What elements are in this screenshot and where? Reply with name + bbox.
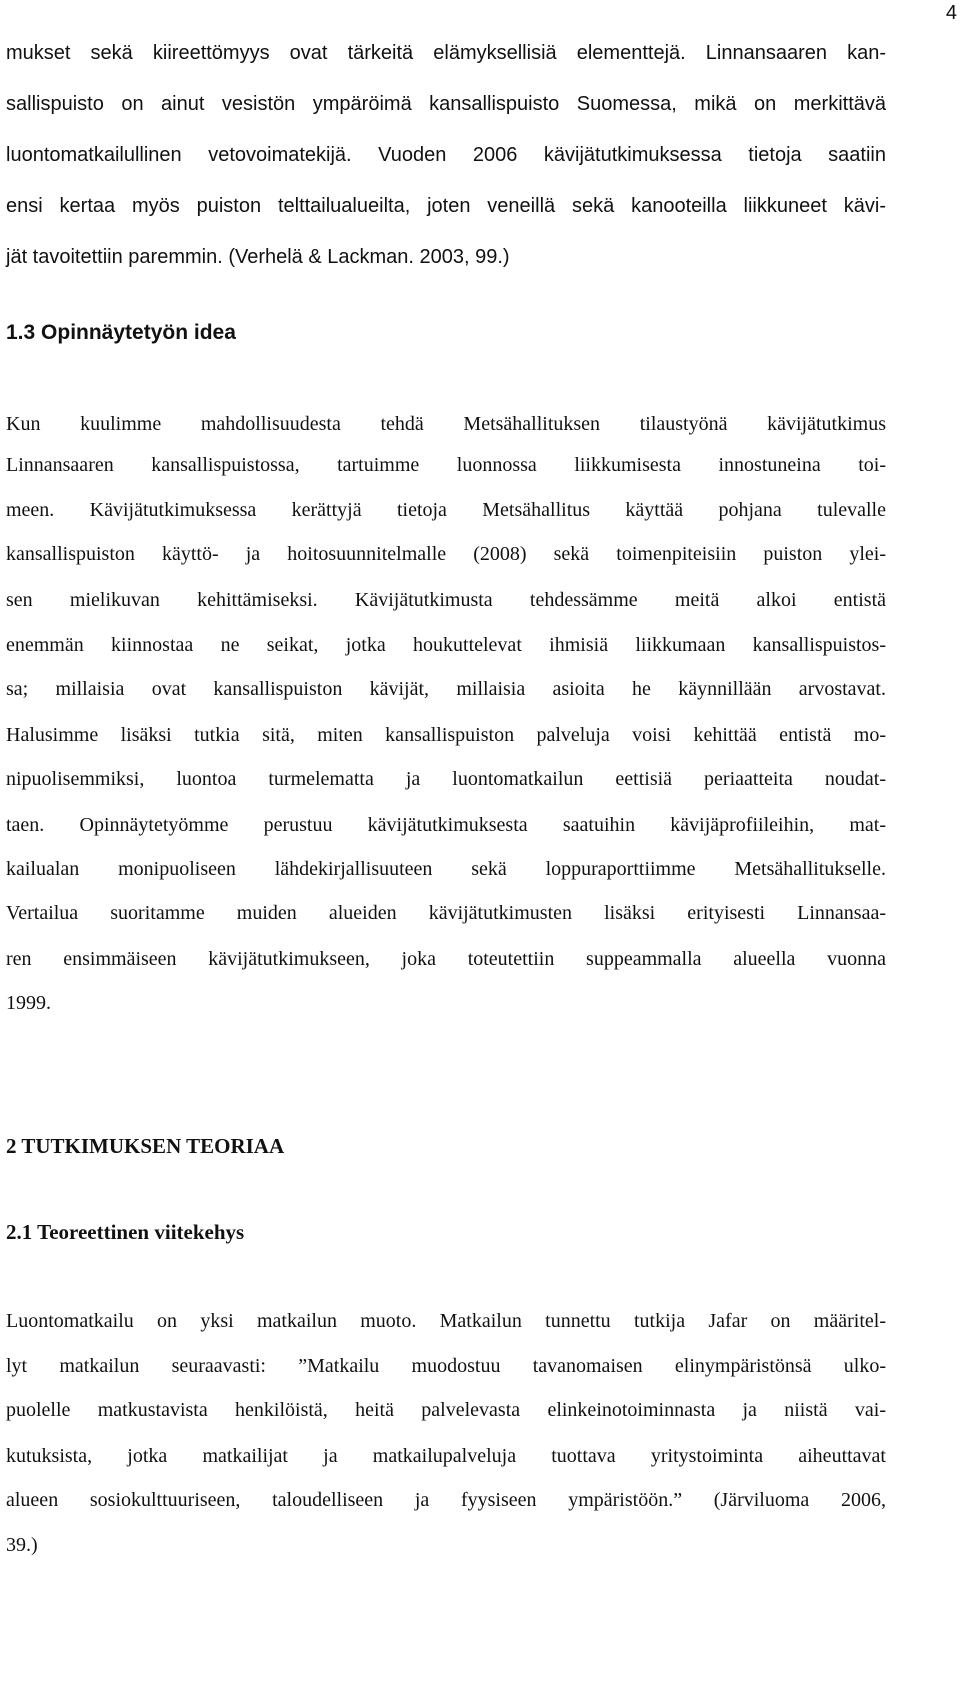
paragraph-1-line: ensi kertaa myös puiston telttailualueilta, joten veneillä sekä kanooteilla liikkuneet kävi- (6, 195, 886, 217)
section-1-3-line: Vertailua suoritamme muiden alueiden kävijätutkimusten lisäksi erityisesti Linnansaa- (6, 902, 886, 924)
section-2-1-line: lyt matkailun seuraavasti: ”Matkailu muodostuu tavanomaisen elinympäristönsä ulko- (6, 1355, 886, 1377)
section-1-3-line: taen. Opinnäytetyömme perustuu kävijätutkimuksesta saatuihin kävijäprofiileihin, mat- (6, 814, 886, 836)
paragraph-1-line: mukset sekä kiireettömyys ovat tärkeitä elämyksellisiä elementtejä. Linnansaaren kan- (6, 42, 886, 64)
section-heading-2-1: 2.1 Teoreettinen viitekehys (6, 1220, 245, 1244)
paragraph-1-line: jät tavoitettiin paremmin. (Verhelä & Lackman. 2003, 99.) (6, 246, 510, 268)
section-1-3-line: kansallispuiston käyttö- ja hoitosuunnitelmalle (2008) sekä toimenpiteisiin puiston ylei- (6, 543, 886, 565)
section-1-3-line: enemmän kiinnostaa ne seikat, jotka houkuttelevat ihmisiä liikkumaan kansallispuistos- (6, 634, 886, 656)
chapter-heading-2: 2 TUTKIMUKSEN TEORIAA (6, 1134, 285, 1158)
section-2-1-line: 39.) (6, 1534, 38, 1556)
section-1-3-line: sen mielikuvan kehittämiseksi. Kävijätutkimusta tehdessämme meitä alkoi entistä (6, 589, 886, 611)
section-1-3-line: sa; millaisia ovat kansallispuiston kävijät, millaisia asioita he käynnillään arvostavat. (6, 678, 886, 700)
section-1-3-line: kailualan monipuoliseen lähdekirjallisuuteen sekä loppuraporttiimme Metsähallitukselle. (6, 858, 886, 880)
section-1-3-line: Halusimme lisäksi tutkia sitä, miten kansallispuiston palveluja voisi kehittää entistä mo- (6, 724, 886, 746)
section-1-3-line: 1999. (6, 992, 51, 1014)
section-2-1-line: alueen sosiokulttuuriseen, taloudelliseen ja fyysiseen ympäristöön.” (Järviluoma 2006, (6, 1489, 886, 1511)
section-1-3-line: nipuolisemmiksi, luontoa turmelematta ja luontomatkailun eettisiä periaatteita noudat- (6, 768, 886, 790)
section-2-1-line: kutuksista, jotka matkailijat ja matkailupalveluja tuottava yritystoiminta aiheuttavat (6, 1445, 886, 1467)
section-2-1-line: Luontomatkailu on yksi matkailun muoto. Matkailun tunnettu tutkija Jafar on määritel- (6, 1310, 886, 1332)
paragraph-1-line: sallispuisto on ainut vesistön ympäröimä kansallispuisto Suomessa, mikä on merkittävä (6, 93, 886, 115)
section-2-1-line: puolelle matkustavista henkilöistä, heitä palvelevasta elinkeinotoiminnasta ja niistä vai- (6, 1399, 886, 1421)
page-number: 4 (945, 2, 957, 24)
paragraph-1-line: luontomatkailullinen vetovoimatekijä. Vuoden 2006 kävijätutkimuksessa tietoja saatiin (6, 144, 886, 166)
section-1-3-line: ren ensimmäiseen kävijätutkimukseen, joka toteutettiin suppeammalla alueella vuonna (6, 948, 886, 970)
section-heading-1-3: 1.3 Opinnäytetyön idea (6, 321, 236, 344)
section-1-3-line: Kun kuulimme mahdollisuudesta tehdä Metsähallituksen tilaustyönä kävijätutkimus (6, 413, 886, 435)
section-1-3-line: meen. Kävijätutkimuksessa kerättyjä tietoja Metsähallitus käyttää pohjana tulevalle (6, 499, 886, 521)
section-1-3-line: Linnansaaren kansallispuistossa, tartuimme luonnossa liikkumisesta innostuneina toi- (6, 454, 886, 476)
